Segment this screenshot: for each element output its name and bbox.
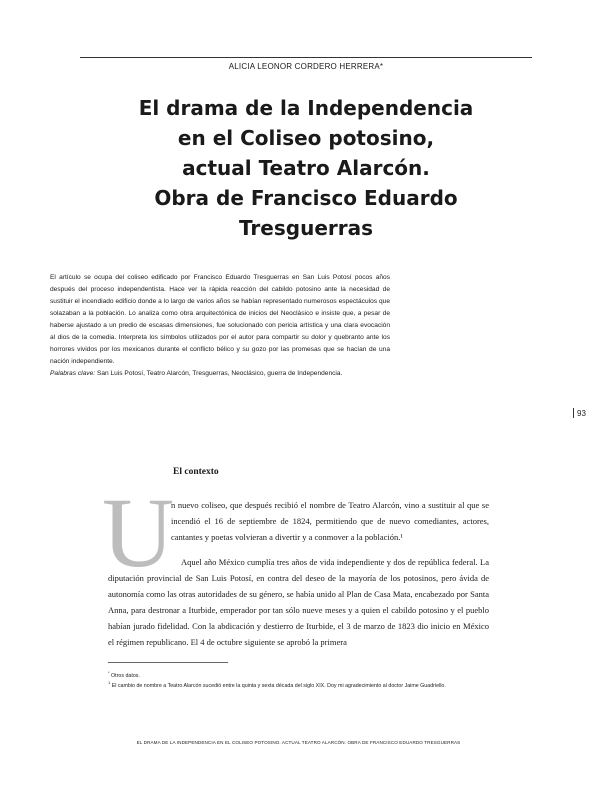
page-number-bar [573,408,574,418]
abstract-text: El artículo se ocupa del coliseo edificado por Francisco Eduardo Tresguerras en San Luis Potosí pocos años después del proceso independentista. Hace ver la rápida reacción del cabildo potosino ante la necesidad de sustituir el incendiado edificio donde a lo largo de varios años se habían representado numerosos espectáculos que solazaban a la población. Lo analiza como obra arquitectónica de inicios del Neoclásico e insiste que, a pesar de haberse ajustado a un predio de escasas dimensiones, fue solucionado con pericia artística y una clara evocación al dios de la comedia. Interpreta los símbolos utilizados por el autor para compartir su dolor y quebranto ante los horrores vividos por los mexicanos durante el conflicto bélico y su gozo por las promesas que se hacían de una nación independiente. [50,274,390,366]
keywords: San Luis Potosí, Teatro Alarcón, Tresguerras, Neoclásico, guerra de Independencia. [96,370,343,378]
footnote-text: Otros datos. [111,672,140,679]
title-line: actual Teatro Alarcón. [182,156,430,180]
abstract [50,272,390,380]
article-title [80,93,532,243]
header-rule [80,57,532,58]
paragraph-2: Aquel año México cumplía tres años de vida independiente y dos de república federal. La diputación provincial de San Luis Potosí, en contra del deseo de la mayoría de los potosinos, pero ávida de autonomía como las otras autoridades de su género, se había unido al Plan de Casa Mata, encabezado por Santa Anna, para destronar a Iturbide, emperador por tan sólo nueve meses y a quien el cabildo potosino y el pueblo habían jurado fidelidad. Con la abdicación y destierro de Iturbide, el 3 de marzo de 1823 dio inicio en México el régimen republicano. El 4 de octubre siguiente se aprobó la primera [108,557,489,647]
title-line: Obra de Francisco Eduardo [154,186,458,210]
footnote-rule [108,662,228,663]
page-number [573,408,586,418]
title-line: Tresguerras [238,216,374,240]
footnote-mark: 1 [108,680,111,685]
paragraph-1: n nuevo coliseo, que después recibió el nombre de Teatro Alarcón, vino a sustituir al que se incendió el 16 de septiembre de 1824, permitiendo que de nuevo comediantes, actores, cantantes y poetas volvieran a divertir y a conmover a la población.¹ [171,500,489,542]
title-line: El drama de la Independencia [138,96,474,120]
footnote-text: El cambio de nombre a Teatro Alarcón sucedió entre la quinta y sexta década del siglo XIX. Doy mi agradecimiento al doctor Jaime Guadriello. [111,682,446,689]
title-line: en el Coliseo potosino, [177,126,435,150]
footnote-mark: * [108,670,110,675]
drop-cap: U [102,477,175,588]
footnote [108,678,489,691]
page-number-value: 93 [577,409,586,418]
running-footer: EL DRAMA DE LA INDEPENDENCIA EN EL COLISEO POTOSINO. ACTUAL TEATRO ALARCÓN. OBRA DE FRANCISCO EDUARDO TRESGUERRAS [136,740,461,745]
author-name: ALICIA LEONOR CORDERO HERRERA* [228,62,384,71]
section-title: El contexto [173,467,219,477]
keywords-label: Palabras clave: [50,370,96,378]
